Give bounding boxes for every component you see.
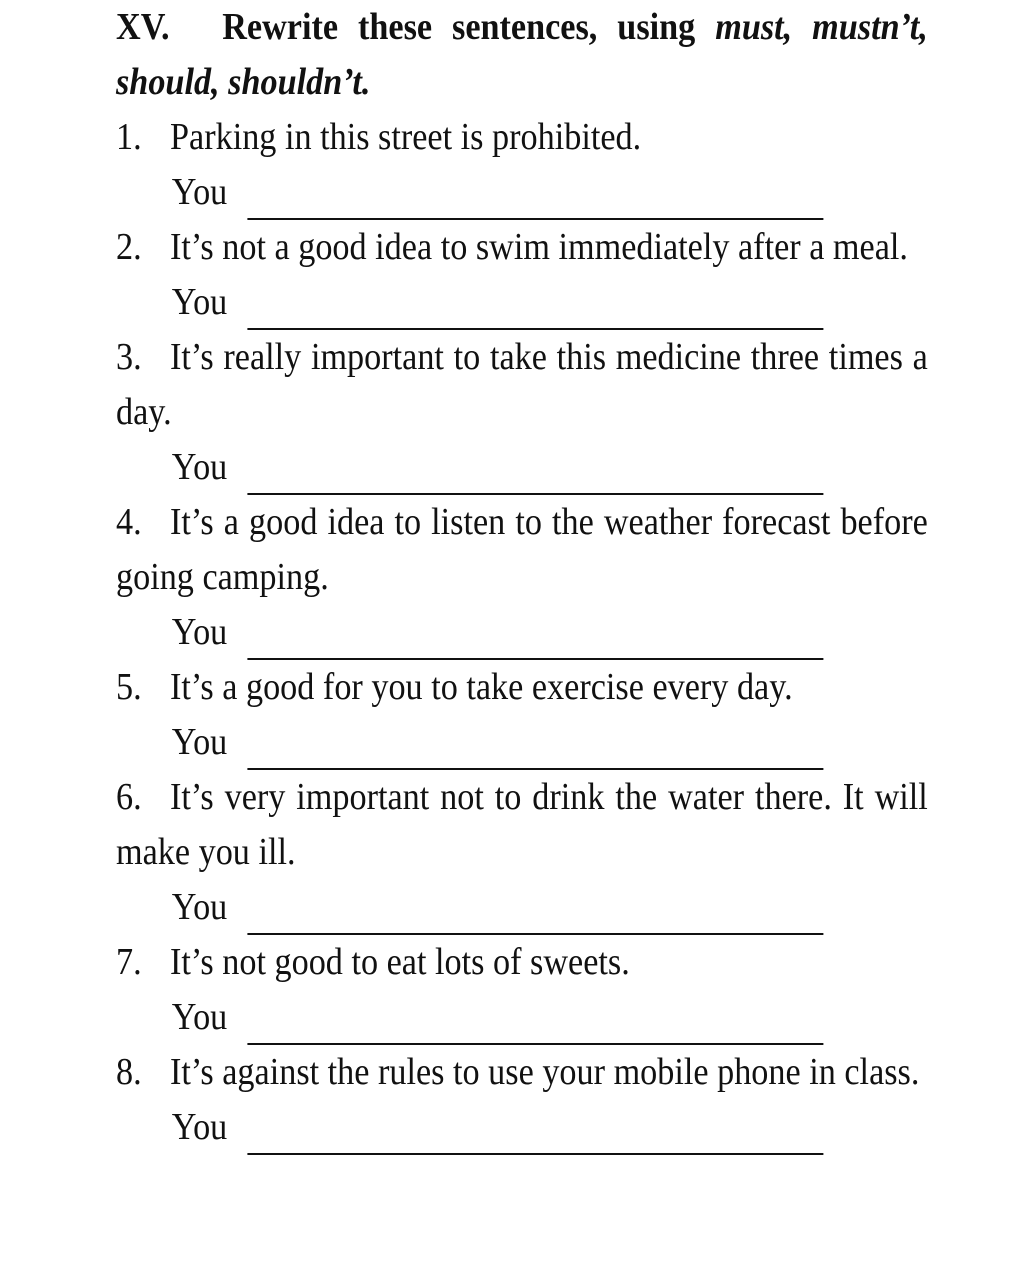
answer-line <box>116 605 928 660</box>
exercise-number: XV. <box>116 6 170 48</box>
item-number: 2. <box>116 226 142 268</box>
item-text: It’s not good to eat lots of sweets. <box>170 941 630 983</box>
item-sentence <box>116 935 928 990</box>
answer-line <box>116 165 928 220</box>
answer-prompt: You <box>171 886 228 928</box>
exercise-item-1 <box>116 110 928 220</box>
item-text: It’s a good idea to listen to the weather forecast before going camping. <box>116 501 928 598</box>
worksheet <box>116 0 928 1155</box>
answer-line <box>116 880 928 935</box>
answer-blank[interactable] <box>247 286 823 330</box>
answer-blank[interactable] <box>247 1111 823 1155</box>
answer-blank[interactable] <box>247 1001 823 1045</box>
item-text: It’s not a good idea to swim immediately after a meal. <box>170 226 908 268</box>
exercise-item-7 <box>116 935 928 1045</box>
answer-blank[interactable] <box>247 616 823 660</box>
exercise-item-3 <box>116 330 928 495</box>
answer-prompt: You <box>171 171 228 213</box>
item-text: It’s a good for you to take exercise every day. <box>170 666 793 708</box>
item-number: 4. <box>116 501 142 543</box>
item-sentence <box>116 220 928 275</box>
answer-line <box>116 715 928 770</box>
item-text: Parking in this street is prohibited. <box>170 116 642 158</box>
item-sentence <box>116 330 928 440</box>
exercise-modal-verbs: must, mustn’t, should, shouldn’t. <box>116 6 928 103</box>
answer-blank[interactable] <box>247 451 823 495</box>
answer-prompt: You <box>171 281 228 323</box>
answer-prompt: You <box>171 611 228 653</box>
item-number: 6. <box>116 776 142 818</box>
exercise-item-8 <box>116 1045 928 1155</box>
answer-blank[interactable] <box>247 176 823 220</box>
exercise-item-2 <box>116 220 928 330</box>
item-sentence <box>116 1045 928 1100</box>
exercise-item-6 <box>116 770 928 935</box>
answer-blank[interactable] <box>247 891 823 935</box>
answer-blank[interactable] <box>247 726 823 770</box>
exercise-instruction: Rewrite these sentences, using <box>222 6 716 48</box>
exercise-item-5 <box>116 660 928 770</box>
item-number: 1. <box>116 116 142 158</box>
answer-prompt: You <box>171 1106 228 1148</box>
answer-line <box>116 440 928 495</box>
answer-prompt: You <box>171 721 228 763</box>
answer-line <box>116 275 928 330</box>
item-text: It’s very important not to drink the water there. It will make you ill. <box>116 776 928 873</box>
item-number: 7. <box>116 941 142 983</box>
answer-prompt: You <box>171 996 228 1038</box>
item-number: 3. <box>116 336 142 378</box>
answer-line <box>116 1100 928 1155</box>
exercise-item-4 <box>116 495 928 660</box>
item-number: 8. <box>116 1051 142 1093</box>
item-sentence <box>116 495 928 605</box>
item-text: It’s really important to take this medicine three times a day. <box>116 336 928 433</box>
item-number: 5. <box>116 666 142 708</box>
item-sentence <box>116 770 928 880</box>
item-sentence <box>116 660 928 715</box>
answer-prompt: You <box>171 446 228 488</box>
answer-line <box>116 990 928 1045</box>
exercise-heading <box>116 0 928 110</box>
item-text: It’s against the rules to use your mobile phone in class. <box>170 1051 920 1093</box>
item-sentence <box>116 110 928 165</box>
